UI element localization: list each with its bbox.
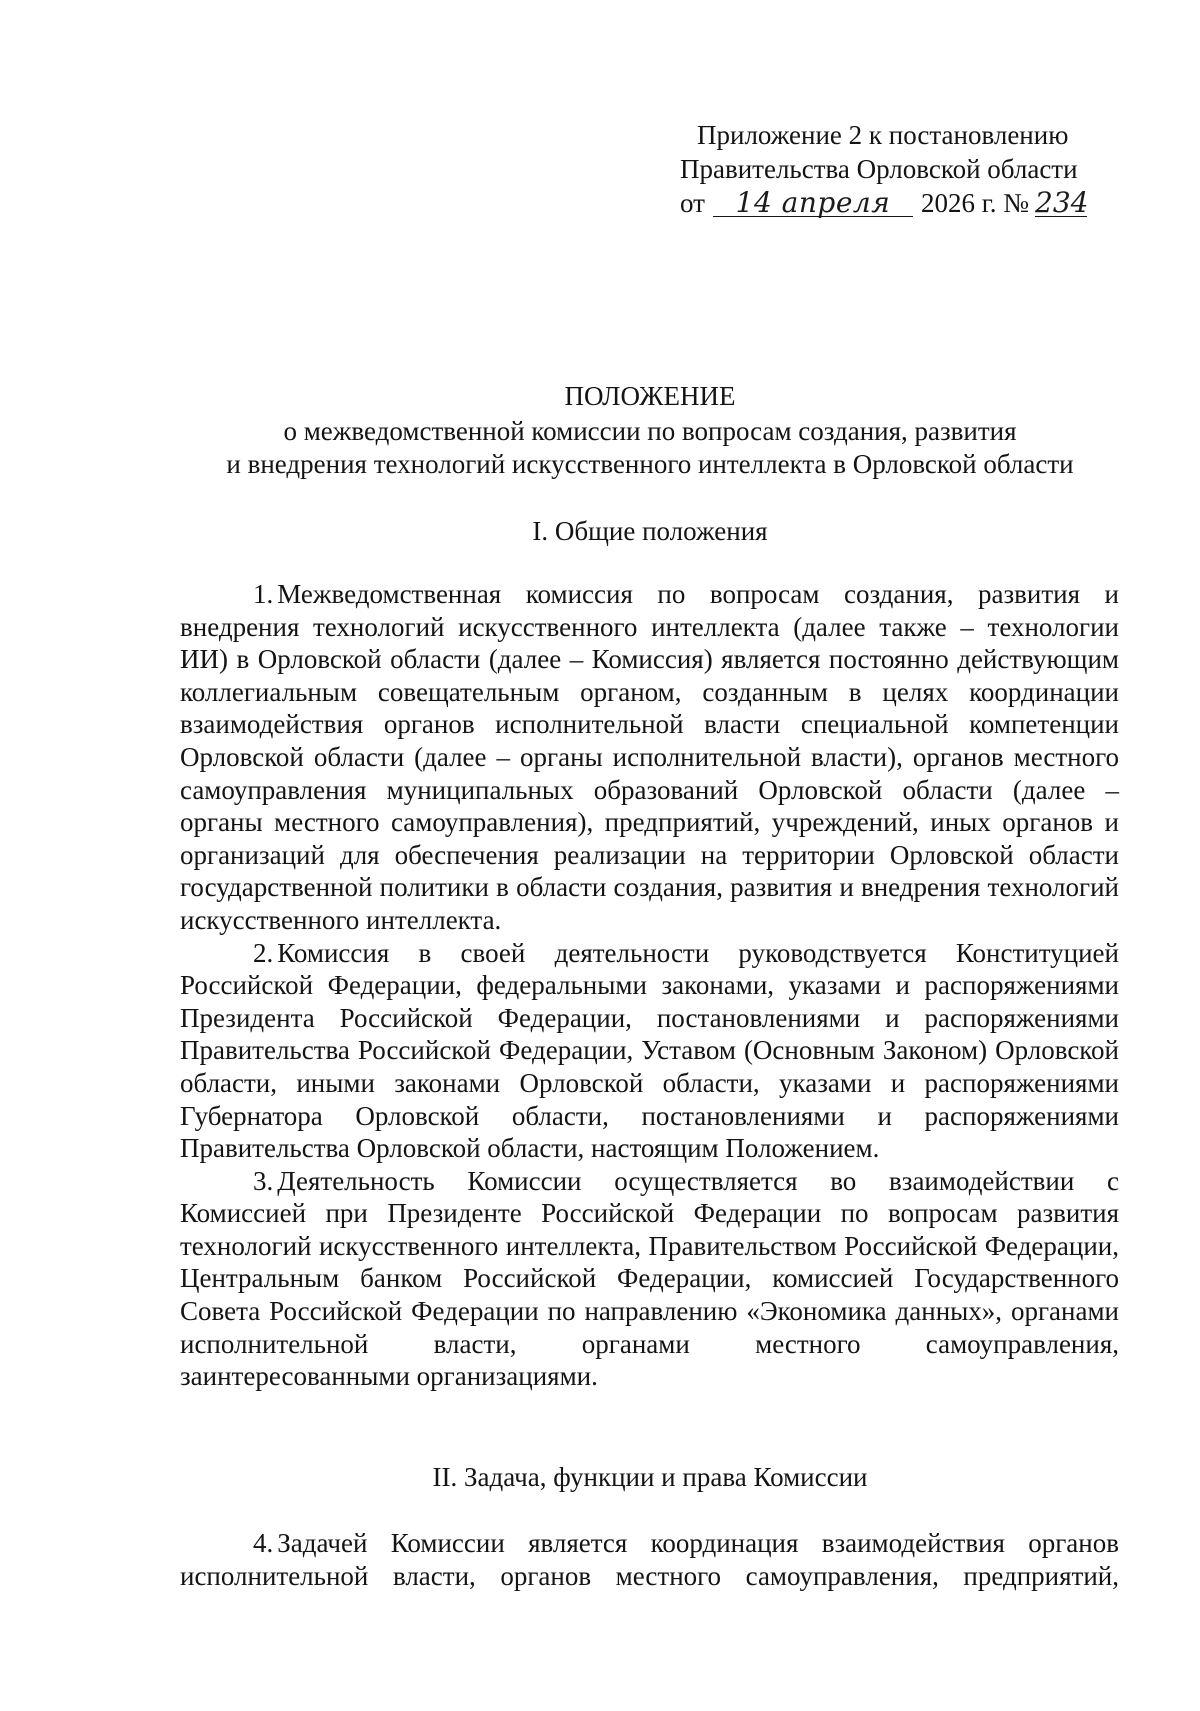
title-main: ПОЛОЖЕНИЕ [564, 381, 736, 411]
section-2-body [180, 1527, 1119, 1592]
section-2-heading: II. Задача, функции и права Комиссии [432, 1462, 868, 1492]
handwritten-number: 234 [1035, 186, 1089, 219]
paragraph-number: 1. [253, 579, 274, 609]
paragraph-3 [180, 1165, 1119, 1393]
year-label: 2026 г. № [920, 188, 1029, 218]
section-1-body [180, 578, 1119, 1393]
paragraph-text: Деятельность Комиссии осуществляется во взаимодействии с Комиссией при Президенте Российской Федерации по вопросам развития технологий искусственного интеллекта, Правительством Российской Федерации, Центральным банком Российской Федерации, комиссией Государственного Совета Российской Федерации по направлению «Экономика данных», органами исполнительной власти, органами местного самоуправления, заинтересованными организациями. [180, 1165, 1119, 1392]
appendix-line-1: Приложение 2 к постановлению [697, 120, 1069, 150]
section-1-heading: I. Общие положения [532, 516, 768, 546]
paragraph-text: Межведомственная комиссия по вопросам создания, развития и внедрения технологий искусственного интеллекта (далее также – технологии ИИ) в Орловской области (далее – Комиссия) является постоянно действующим коллегиальным совещательным органом, созданным в целях координации взаимодействия органов исполнительной власти специальной компетенции Орловской области (далее – органы исполнительной власти), органов местного самоуправления муниципальных образований Орловской области (далее – органы местного самоуправления), предприятий, учреждений, иных органов и организаций для обеспечения реализации на территории Орловской области государственной политики в области создания, развития и внедрения технологий искусственного интеллекта. [180, 579, 1119, 935]
appendix-line-2: Правительства Орловской области [680, 154, 1078, 184]
paragraph-number: 3. [253, 1165, 274, 1196]
paragraph-text: Комиссия в своей деятельности руководствуется Конституцией Российской Федерации, федеральными законами, указами и распоряжениями Президента Российской Федерации, постановлениями и распоряжениями Правительства Российской Федерации, Уставом (Основным Законом) Орловской области, иными законами Орловской области, указами и распоряжениями Губернатора Орловской области, постановлениями и распоряжениями Правительства Орловской области, настоящим Положением. [180, 937, 1119, 1164]
paragraph-1 [180, 578, 1119, 937]
paragraph-2 [180, 937, 1119, 1165]
title-sub-1: о межведомственной комиссии по вопросам создания, развития [283, 416, 1017, 446]
appendix-header [680, 118, 1100, 220]
handwritten-date: 14 апреля [713, 190, 913, 217]
paragraph-4 [180, 1527, 1119, 1592]
appendix-date-row [680, 186, 1100, 220]
paragraph-number: 4. [253, 1528, 274, 1558]
from-label: от [680, 188, 705, 218]
document-title [180, 380, 1120, 481]
title-sub-2: и внедрения технологий искусственного интеллекта в Орловской области [226, 449, 1074, 479]
paragraph-number: 2. [253, 937, 274, 968]
paragraph-text: Задачей Комиссии является координация взаимодействия органов исполнительной власти, органов местного самоуправления, предприятий, [180, 1528, 1119, 1591]
